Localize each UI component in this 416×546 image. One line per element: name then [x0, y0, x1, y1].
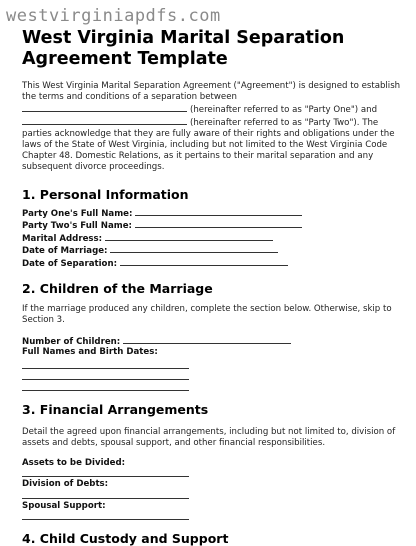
- date-of-marriage-input[interactable]: [110, 244, 278, 253]
- date-of-marriage-field: [22, 244, 402, 256]
- section-4-heading: 4. Child Custody and Support: [22, 531, 229, 546]
- watermark: westvirginiapdfs.com: [6, 6, 221, 26]
- party-two-suffix: (hereinafter referred to as "Party Two"). The: [190, 118, 379, 128]
- spousal-support-label: Spousal Support:: [22, 500, 106, 511]
- party-one-suffix: (hereinafter referred to as "Party One") and: [190, 105, 378, 115]
- child-entry-line[interactable]: [22, 358, 189, 369]
- child-entry-line[interactable]: [22, 369, 189, 380]
- date-of-separation-field: [22, 257, 402, 269]
- debts-label: Division of Debts:: [22, 479, 109, 490]
- child-line-wrap: [22, 358, 402, 369]
- number-of-children-field: [22, 335, 402, 347]
- document-title: [22, 28, 402, 70]
- spousal-line-wrap: [22, 511, 402, 521]
- assets-line-wrap: [22, 468, 402, 478]
- intro-line-1: This West Virginia Marital Separation Agreement ("Agreement") is designed to establish: [22, 81, 401, 91]
- intro-line-5: parties acknowledge that they are fully aware of their rights and obligations under the: [22, 129, 395, 139]
- intro-line-6: laws of the State of West Virginia, including but not limited to the West Virginia Code: [22, 140, 388, 150]
- section-2-desc-line-2: Section 3.: [22, 315, 65, 326]
- field-label: Date of Separation:: [22, 258, 118, 269]
- section-2-heading: 2. Children of the Marriage: [22, 281, 213, 297]
- child-line-wrap: [22, 380, 402, 391]
- intro-line-8: subsequent divorce proceedings.: [22, 162, 165, 172]
- party-one-name-field: [22, 207, 402, 219]
- intro-line-7: Chapter 48. Domestic Relations, as it pertains to their marital separation and any: [22, 151, 374, 161]
- section-3-description: [22, 427, 402, 449]
- section-3-desc-line-2: assets and debts, spousal support, and other financial responsibilities.: [22, 437, 326, 448]
- debts-input-line[interactable]: [22, 490, 189, 499]
- party-one-name-input[interactable]: [135, 207, 302, 216]
- document: [22, 28, 402, 546]
- assets-label: Assets to be Divided:: [22, 457, 126, 468]
- field-label: Party One's Full Name:: [22, 209, 133, 219]
- title-line-1: West Virginia Marital Separation: [22, 28, 345, 48]
- date-of-separation-input[interactable]: [120, 257, 288, 266]
- party-two-blank[interactable]: [22, 116, 187, 125]
- marital-address-input[interactable]: [105, 232, 273, 241]
- intro-paragraph: [22, 81, 402, 173]
- children-fields: [22, 335, 402, 391]
- section-3-desc-line-1: Detail the agreed upon financial arrangements, including but not limited to, division of: [22, 426, 396, 437]
- field-label: Party Two's Full Name:: [22, 221, 132, 232]
- field-label: Number of Children:: [22, 337, 121, 348]
- party-two-name-input[interactable]: [135, 219, 302, 228]
- spousal-support-input-line[interactable]: [22, 511, 189, 520]
- intro-line-party-one: [22, 103, 402, 116]
- intro-line-2: the terms and conditions of a separation between: [22, 92, 237, 102]
- personal-info-fields: [22, 207, 402, 269]
- section-1-heading: 1. Personal Information: [22, 187, 189, 202]
- child-line-wrap: [22, 369, 402, 380]
- field-label: Marital Address:: [22, 233, 103, 244]
- child-entry-line[interactable]: [22, 380, 189, 391]
- title-line-2: Agreement Template: [22, 49, 228, 69]
- marital-address-field: [22, 232, 402, 244]
- names-birth-dates-label: Full Names and Birth Dates:: [22, 347, 158, 358]
- party-two-name-field: [22, 219, 402, 231]
- field-label: Date of Marriage:: [22, 246, 108, 257]
- intro-line-party-two: [22, 116, 402, 129]
- section-2-description: [22, 304, 402, 326]
- assets-input-line[interactable]: [22, 468, 189, 477]
- party-one-blank[interactable]: [22, 103, 187, 112]
- financial-fields: [22, 458, 402, 521]
- number-of-children-input[interactable]: [123, 335, 291, 344]
- section-2-desc-line-1: If the marriage produced any children, complete the section below. Otherwise, skip to: [22, 304, 392, 315]
- section-3-heading: 3. Financial Arrangements: [22, 401, 209, 417]
- debts-line-wrap: [22, 490, 402, 500]
